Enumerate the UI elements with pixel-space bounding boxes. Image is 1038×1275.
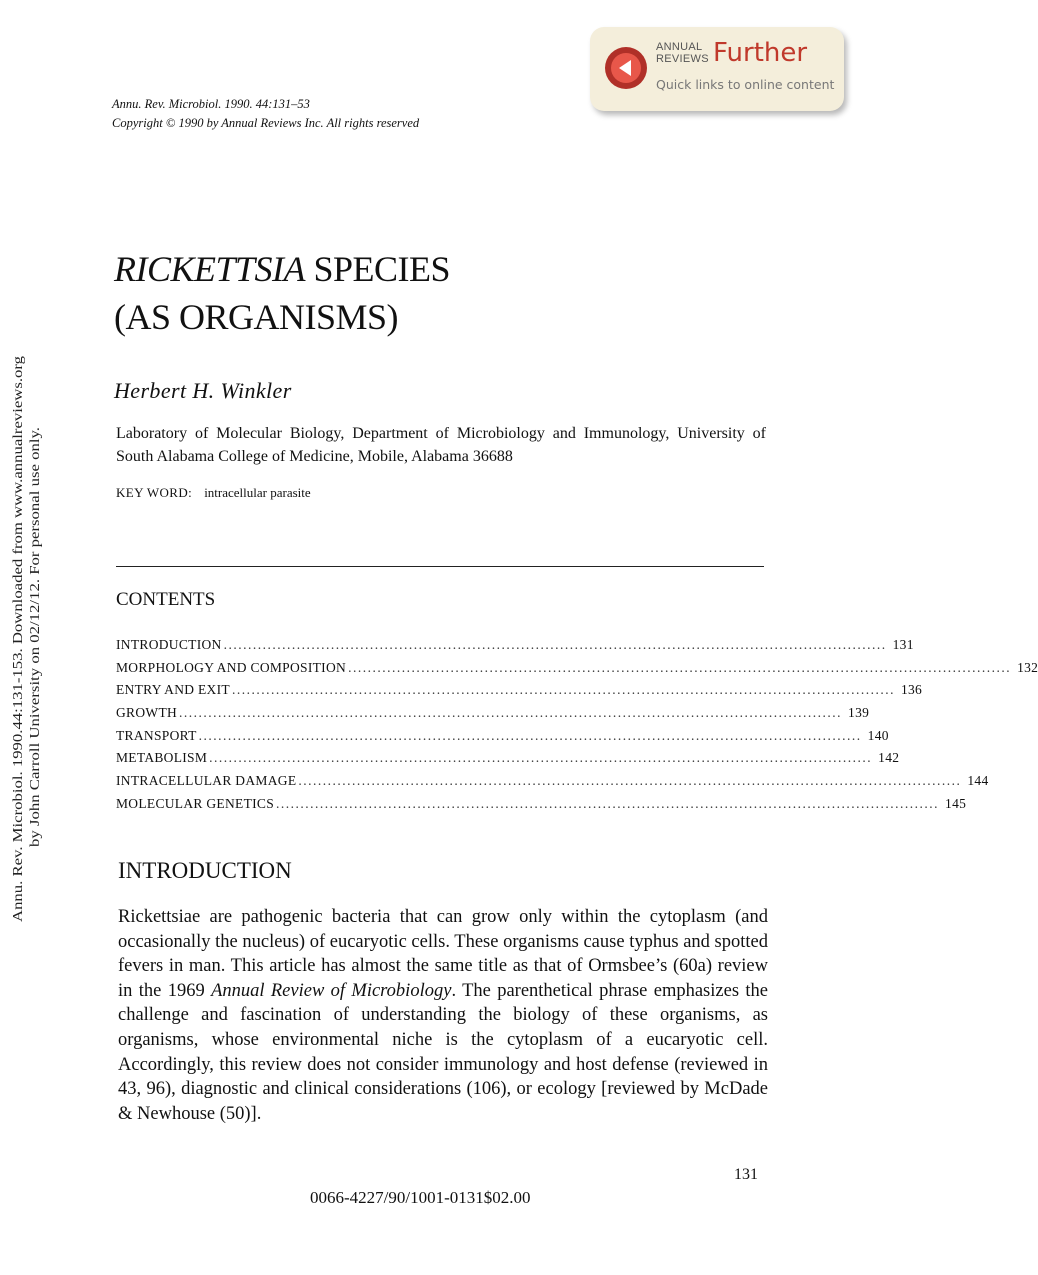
keyword-label: KEY WORD: [116, 485, 193, 500]
article-code: 0066-4227/90/1001-0131$02.00 [310, 1188, 531, 1207]
badge-annual-label: ANNUAL [656, 41, 703, 53]
download-notice-line1: Annu. Rev. Microbiol. 1990.44:131-153. Downloaded from www.annualreviews.org [11, 447, 26, 922]
toc-item[interactable] [116, 727, 889, 751]
toc-page: 131 [892, 637, 914, 652]
toc-page: 139 [848, 705, 870, 721]
toc-label: GROWTH [116, 705, 178, 721]
back-arrow-icon [604, 46, 648, 90]
toc-leader: ........................................................................................................................................ [348, 659, 1012, 675]
keyword-line [116, 485, 311, 501]
table-of-contents [116, 637, 1038, 819]
journal-name: Annual Review of Microbiology [211, 980, 452, 1001]
toc-label: INTRODUCTION [116, 637, 222, 652]
author-name: Herbert H. Winkler [114, 378, 292, 403]
toc-leader: ........................................................................................................................................ [231, 682, 895, 698]
further-badge[interactable] [590, 27, 844, 111]
badge-title: Further [713, 38, 808, 68]
toc-label: METABOLISM [116, 750, 208, 766]
toc-label: MOLECULAR GENETICS [116, 795, 275, 811]
toc-page: 132 [1017, 659, 1038, 675]
toc-leader: ........................................................................................................................................ [209, 750, 873, 766]
badge-subtitle[interactable]: Quick links to online content [656, 77, 835, 92]
title-genus: RICKETTSIA [114, 249, 306, 289]
toc-leader: ........................................................................................................................................ [223, 637, 887, 652]
toc-item[interactable] [116, 705, 870, 728]
toc-page: 142 [878, 750, 900, 766]
toc-item[interactable] [116, 637, 914, 660]
paragraph-text: Rickettsiae are pathogenic bacteria that can grow only within the cytoplasm (and occasionally the nucleus) of eucaryotic cells. These organisms cause typhus and spotted fevers in man. This article has almost the same title as that of Ormsbee’s (60a) review in the 1969 [118, 907, 768, 1001]
toc-label: INTRACELLULAR DAMAGE [116, 773, 297, 789]
toc-page: 144 [967, 773, 989, 789]
toc-leader: ........................................................................................................................................ [276, 795, 940, 811]
introduction-paragraph [118, 905, 768, 1126]
toc-leader: ........................................................................................................................................ [198, 727, 862, 743]
toc-label: ENTRY AND EXIT [116, 682, 230, 698]
toc-label: MORPHOLOGY AND COMPOSITION [116, 659, 347, 675]
title-rest: SPECIES [305, 249, 451, 289]
toc-item[interactable] [116, 682, 923, 705]
citation-line: Annu. Rev. Microbiol. 1990. 44:131–53 [112, 97, 310, 111]
toc-item[interactable] [116, 659, 1038, 683]
author-affiliation: Laboratory of Molecular Biology, Department of Microbiology and Immunology, University of South Alabama College of Medicine, Mobile, Alabama 36688 [116, 425, 766, 465]
download-notice [5, 352, 45, 922]
contents-heading: CONTENTS [116, 589, 216, 610]
toc-page: 136 [900, 682, 923, 698]
paragraph-text: . The parenthetical phrase emphasizes the challenge and fascination of understanding the biology of these organisms, as organisms, whose environmental niche is the cytoplasm of a eucaryotic cell. Accordingly, this review does not consider immunology and host defense (reviewed in 43, 96), diagnostic and clinical considerations (106), or ecology [reviewed by McDade & Newhouse (50)]. [118, 980, 768, 1124]
journal-citation [112, 95, 419, 133]
title-line2: (AS ORGANISMS) [114, 297, 399, 337]
toc-label: TRANSPORT [116, 727, 197, 743]
toc-page: 145 [945, 795, 967, 811]
article-title [114, 245, 450, 341]
keyword-value: intracellular parasite [204, 485, 311, 500]
badge-brand [656, 41, 709, 65]
toc-leader: ........................................................................................................................................ [179, 705, 843, 721]
toc-item[interactable] [116, 795, 967, 819]
badge-reviews-label: REVIEWS [656, 53, 709, 65]
section-heading-introduction: INTRODUCTION [118, 858, 292, 883]
divider [116, 566, 764, 567]
toc-item[interactable] [116, 773, 989, 796]
toc-leader: ........................................................................................................................................ [298, 773, 962, 789]
toc-page: 140 [867, 727, 889, 743]
download-notice-line2: by John Carroll University on 02/12/12. For personal use only. [28, 495, 43, 847]
copyright-line: Copyright © 1990 by Annual Reviews Inc. All rights reserved [112, 116, 420, 130]
page-number: 131 [734, 1166, 758, 1183]
toc-item[interactable] [116, 750, 900, 773]
